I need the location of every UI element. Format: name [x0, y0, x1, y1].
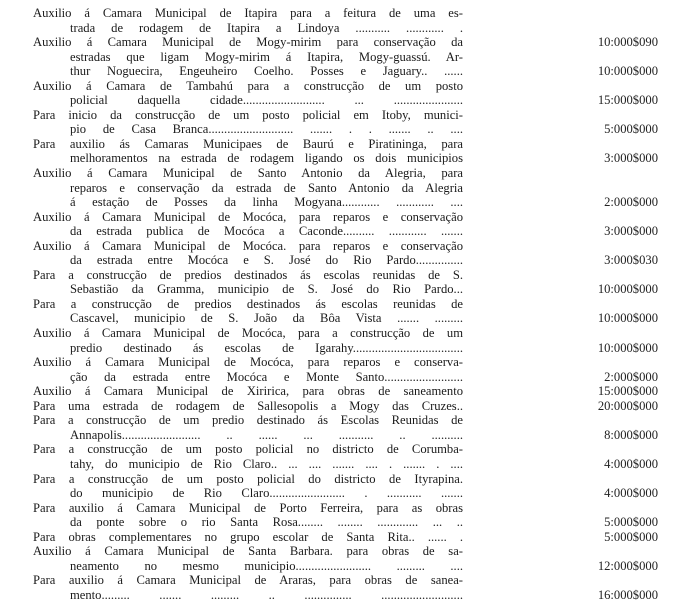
amount: 5:000$000 [604, 529, 658, 544]
line-text: Auxilio á Camara Municipal de Itapira para a feitura de uma es- [33, 6, 463, 20]
document-line [0, 108, 690, 123]
document-line [0, 544, 690, 559]
document-line [0, 50, 690, 65]
amount: 10:000$000 [597, 311, 658, 326]
budget-appropriations-list [0, 6, 690, 602]
amount: 5:000$000 [604, 515, 658, 530]
amount: 3:000$030 [604, 253, 658, 268]
line-text: thur Noguecira, Engeuheiro Coelho. Posses e Jaguary.. ...... [70, 64, 463, 79]
line-text: policial daquella cidade.......................... ... ...................... [70, 93, 463, 108]
line-text: Para a construcção de predios destinados ás escolas reunidas de [33, 296, 463, 311]
amount: 4:000$000 [604, 486, 658, 501]
line-text: Para auxilio ás Camaras Municipaes de Baurú e Piratininga, para [33, 136, 463, 151]
amount: 4:000$000 [604, 456, 658, 471]
document-line [0, 195, 690, 210]
line-text: mento......... ....... ......... .. ............... .......................... [70, 587, 463, 602]
line-text: do municipio de Rio Claro........................ . ........... ....... [70, 486, 463, 501]
document-line [0, 486, 690, 501]
document-line [0, 93, 690, 108]
line-text: á estação de Posses da linha Mogyana............ ............ .... [70, 195, 463, 210]
document-line [0, 21, 690, 36]
line-text: Para inicio da construcção de um posto policial em Itoby, munici- [33, 107, 463, 122]
document-line [0, 573, 690, 588]
line-text: Auxilio á Camara Municipal de Xiririca, para obras de saneamento [33, 384, 463, 399]
document-line [0, 311, 690, 326]
line-text: Auxilio á Camara Municipal de Mocóca, para reparos e conserva- [33, 355, 463, 370]
line-text: reparos e conservação da estrada de Santo Antonio da Alegria [70, 180, 463, 195]
document-line [0, 35, 690, 50]
document-line [0, 341, 690, 356]
line-text: Para a construcção de um predio destinado ás Escolas Reunidas de [33, 413, 463, 428]
line-text: Auxilio á Camara Municipal de Santo Antonio da Alegria, para [33, 166, 463, 181]
document-line [0, 224, 690, 239]
line-text: Auxilio á Camara Municipal de Santa Barbara. para obras de sa- [33, 544, 463, 559]
document-line [0, 166, 690, 181]
document-line [0, 384, 690, 399]
line-text: da estrada publica de Mocóca a Caconde.......... ............ ....... [70, 224, 463, 239]
document-line [0, 64, 690, 79]
line-text: pio de Casa Branca........................... ....... . . ....... .. .... [70, 122, 463, 137]
document-line [0, 122, 690, 137]
line-text: Auxilio á Camara de Tambahú para a construcção de um posto [33, 78, 463, 93]
document-line [0, 297, 690, 312]
document-line [0, 355, 690, 370]
document-line [0, 181, 690, 196]
amount: 2:000$000 [604, 369, 658, 384]
line-text: Para auxilio á Camara Municipal de Porto Ferreira, para as obras [33, 500, 463, 515]
line-text: predio destinado ás escolas de Igarahy................................... [70, 340, 463, 355]
amount: 10:000$000 [597, 64, 658, 79]
line-text: Para uma estrada de rodagem de Sallesopolis a Mogy das Cruzes.. [33, 398, 463, 413]
document-line [0, 79, 690, 94]
line-text: melhoramentos na estrada de rodagem ligando os dois municipios [70, 151, 463, 166]
document-line [0, 151, 690, 166]
line-text: Auxilio á Camara Municipal de Mocóca, para a construcção de um [33, 326, 463, 341]
line-text: Auxilio á Camara Municipal de Mogy-mirim para conservação da [33, 35, 463, 50]
document-line [0, 137, 690, 152]
document-line [0, 253, 690, 268]
amount: 10:000$000 [597, 340, 658, 355]
amount: 12:000$000 [597, 558, 658, 573]
document-line [0, 530, 690, 545]
document-line [0, 428, 690, 443]
amount: 10:000$090 [597, 35, 658, 50]
amount: 16:000$000 [597, 587, 658, 602]
document-line [0, 239, 690, 254]
line-text: da estrada entre Mocóca e S. José do Rio Pardo............... [70, 253, 463, 268]
line-text: Para a construcção de um posto policial do districto de Ityrapina. [33, 471, 463, 486]
document-line [0, 472, 690, 487]
line-text: Annapolis......................... .. ...... ... ........... .. .......... [70, 427, 463, 442]
amount: 2:000$000 [604, 195, 658, 210]
line-text: tahy, do municipio de Rio Claro.. ... .... ....... .... . ....... . .... [70, 456, 463, 471]
document-line [0, 399, 690, 414]
amount: 15:000$000 [597, 384, 658, 399]
amount: 3:000$000 [604, 151, 658, 166]
amount: 10:000$000 [597, 282, 658, 297]
amount: 5:000$000 [604, 122, 658, 137]
document-line [0, 370, 690, 385]
line-text: Sebastião da Gramma, municipio de S. José do Rio Pardo... [70, 282, 463, 297]
document-line [0, 6, 690, 21]
amount: 8:000$000 [604, 427, 658, 442]
line-text: da ponte sobre o rio Santa Rosa........ ........ ............. ... .. [70, 515, 463, 530]
line-text: neamento no mesmo municipio........................ ......... .... [70, 558, 463, 573]
amount: 3:000$000 [604, 224, 658, 239]
document-line [0, 559, 690, 574]
line-text: Para obras complementares no grupo escolar de Santa Rita.. ...... . [33, 529, 463, 544]
document-line [0, 442, 690, 457]
line-text: Para a construcção de predios destinados ás escolas reunidas de S. [33, 267, 463, 282]
document-line [0, 326, 690, 341]
line-text: trada de rodagem de Itapira a Lindoya ........... ............ . [70, 20, 463, 35]
line-text: ção da estrada entre Mocóca e Monte Santo......................... [70, 369, 463, 384]
document-line [0, 268, 690, 283]
line-text: Para a construcção de um posto policial no districto de Corumba- [33, 442, 463, 457]
line-text: Auxilio á Camara Municipal de Mocóca, para reparos e conservação [33, 209, 463, 224]
document-line [0, 282, 690, 297]
document-line [0, 515, 690, 530]
line-text: Cascavel, municipio de S. João da Bôa Vista ....... ......... [70, 311, 463, 326]
document-line [0, 457, 690, 472]
amount: 20:000$000 [597, 398, 658, 413]
line-text: Auxilio á Camara Municipal de Mocóca. para reparos e conservação [33, 238, 463, 253]
document-line [0, 210, 690, 225]
document-line [0, 501, 690, 516]
line-text: Para auxilio á Camara Municipal de Araras, para obras de sanea- [33, 573, 463, 588]
line-text: estradas que ligam Mogy-mirim á Itapira, Mogy-guassú. Ar- [70, 49, 463, 64]
amount: 15:000$000 [597, 93, 658, 108]
document-line [0, 413, 690, 428]
